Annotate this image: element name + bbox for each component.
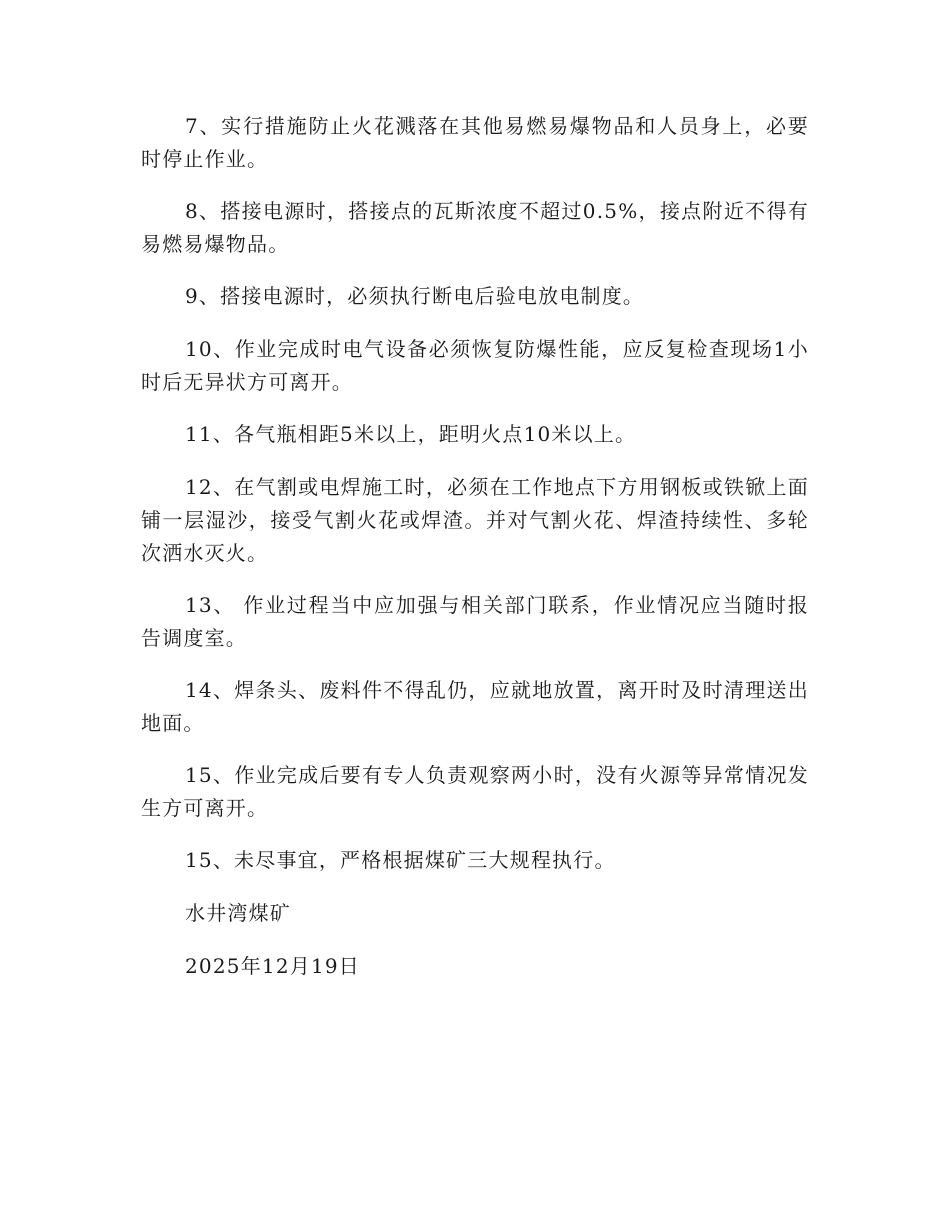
clause-9: 9、搭接电源时，必须执行断电后验电放电制度。 — [185, 284, 645, 308]
document-date: 2025年12月19日 — [185, 954, 360, 978]
document-body — [141, 110, 809, 1003]
clause-15-final: 15、未尽事宜，严格根据煤矿三大规程执行。 — [185, 848, 616, 872]
clause-11: 11、各气瓶相距5米以上，距明火点10米以上。 — [185, 422, 637, 446]
clause-12: 12、在气割或电焊施工时，必须在工作地点下方用钢板或铁锨上面铺一层湿沙，接受气割火花或焊渣。并对气割火花、焊渣持续性、多轮次洒水灭火。 — [141, 475, 809, 565]
clause-14: 14、焊条头、废料件不得乱仍，应就地放置，离开时及时清理送出地面。 — [141, 678, 809, 735]
clause-7: 7、实行措施防止火花溅落在其他易燃易爆物品和人员身上，必要时停止作业。 — [141, 114, 809, 171]
organization-signature: 水井湾煤矿 — [185, 901, 291, 925]
clause-8: 8、搭接电源时，搭接点的瓦斯浓度不超过0.5%，接点附近不得有易燃易爆物品。 — [141, 199, 809, 256]
clause-13: 13、 作业过程当中应加强与相关部门联系，作业情况应当随时报告调度室。 — [141, 593, 809, 650]
clause-10: 10、作业完成时电气设备必须恢复防爆性能，应反复检查现场1小时后无异状方可离开。 — [141, 337, 809, 394]
clause-15: 15、作业完成后要有专人负责观察两小时，没有火源等异常情况发生方可离开。 — [141, 763, 809, 820]
